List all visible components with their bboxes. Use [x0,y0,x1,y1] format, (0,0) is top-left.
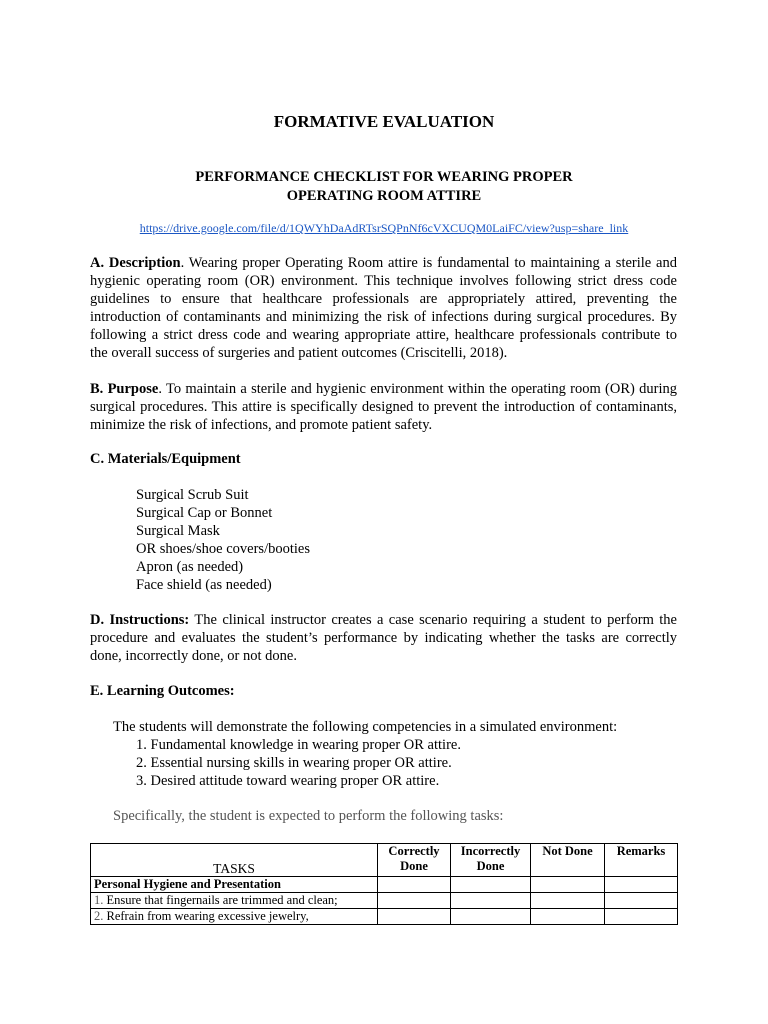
materials-heading: C. Materials/Equipment [90,451,241,467]
purpose-text: . To maintain a sterile and hygienic environment within the operating room (OR) during surgical procedures. This attire is specifically designed to prevent the introduction of contaminants, minimize the risk of infections, and promote patient safety. [90,381,677,433]
cell-incorrectly-done[interactable] [451,877,531,893]
performance-checklist-table [90,843,678,925]
purpose-label: B. Purpose [90,381,159,397]
document-title: FORMATIVE EVALUATION [273,112,495,131]
cell-not-done[interactable] [531,909,605,925]
cell-remarks[interactable] [605,877,678,893]
table-row [91,909,678,925]
instructions-text: The clinical instructor creates a case scenario requiring a student to perform the procedure and evaluates the student’s performance by indicating whether the tasks are correctly done, incorrectly done, or not done. [90,612,677,664]
section-title: Personal Hygiene and Presentation [91,877,378,893]
materials-item: Surgical Scrub Suit [136,487,249,503]
materials-list [136,486,310,594]
materials-item: OR shoes/shoe covers/booties [136,541,310,557]
document-subtitle [0,168,768,206]
task-cell: 1. Ensure that fingernails are trimmed and clean; [91,893,378,909]
outcome-item: 1. Fundamental knowledge in wearing proper OR attire. [136,737,461,753]
cell-correctly-done[interactable] [378,893,451,909]
subtitle-line-1: PERFORMANCE CHECKLIST FOR WEARING PROPER [195,169,573,185]
description-label: A. Description [90,255,181,271]
cell-remarks[interactable] [605,909,678,925]
header-remarks: Remarks [605,844,678,877]
drive-link[interactable]: https://drive.google.com/file/d/1QWYhDaAdRTsrSQPnNf6cVXCUQM0LaiFC/view?usp=share_link [139,221,629,235]
header-incorrectly-done: Incorrectly Done [451,844,531,877]
table-section-row [91,877,678,893]
cell-correctly-done[interactable] [378,909,451,925]
purpose-paragraph [90,380,677,434]
header-tasks: TASKS [91,844,378,877]
header-correctly-done: Correctly Done [378,844,451,877]
description-text: . Wearing proper Operating Room attire is fundamental to maintaining a sterile and hygienic operating room (OR) environment. This technique involves following strict dress code guidelines to ensure that healthcare professionals are appropriately attired, preventing the introduction of contaminants and minimizing the risk of infections during surgical procedures. By following a strict dress code and wearing appropriate attire, healthcare professionals contribute to the overall success of surgeries and patient outcomes (Criscitelli, 2018). [90,255,677,361]
subtitle-line-2: OPERATING ROOM ATTIRE [286,188,482,204]
outcome-item: 3. Desired attitude toward wearing proper OR attire. [136,773,440,789]
outcome-item: 2. Essential nursing skills in wearing proper OR attire. [136,755,452,771]
cell-remarks[interactable] [605,893,678,909]
description-paragraph [90,254,677,362]
cell-not-done[interactable] [531,893,605,909]
materials-item: Apron (as needed) [136,559,244,575]
learning-outcomes-heading: E. Learning Outcomes: [90,683,235,699]
cell-incorrectly-done[interactable] [451,909,531,925]
cell-not-done[interactable] [531,877,605,893]
cell-incorrectly-done[interactable] [451,893,531,909]
task-cell: 2. Refrain from wearing excessive jewelry, [91,909,378,925]
materials-item: Surgical Mask [136,523,220,539]
learning-outcomes-list [136,736,461,790]
header-not-done: Not Done [531,844,605,877]
table-row [91,893,678,909]
learning-outcomes-intro: The students will demonstrate the following competencies in a simulated environment: [113,719,618,735]
instructions-label: D. Instructions: [90,612,190,628]
materials-item: Surgical Cap or Bonnet [136,505,273,521]
instructions-paragraph [90,611,677,665]
cell-correctly-done[interactable] [378,877,451,893]
materials-item: Face shield (as needed) [136,577,272,593]
table-header-row [91,844,678,877]
tasks-intro: Specifically, the student is expected to perform the following tasks: [113,808,504,824]
